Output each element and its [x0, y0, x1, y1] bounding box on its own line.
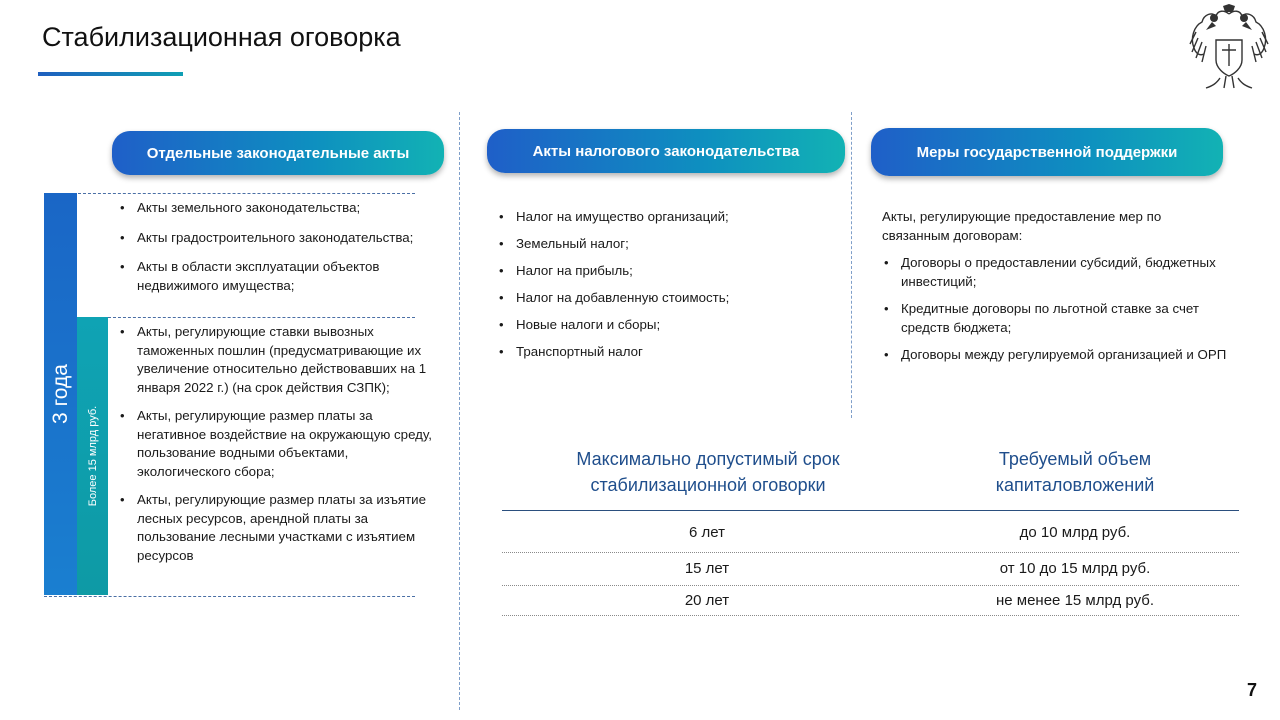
table-row-separator: [502, 585, 1239, 586]
table-row-separator: [502, 615, 1239, 616]
table-cell-investment: от 10 до 15 млрд руб.: [999, 560, 1151, 577]
legislative-acts-list: [118, 199, 428, 306]
list-item: • Налог на имущество организаций;: [497, 208, 837, 227]
support-intro: Акты, регулирующие предоставление мер по связанным договорам:: [882, 209, 1162, 243]
legislative-acts-15bn-list: [118, 323, 438, 575]
list-item: • Налог на добавленную стоимость;: [497, 289, 837, 308]
list-item: • Акты, регулирующие размер платы за негативное воздействие на окружающую среду, пользование водными объектами, экологического сбора;: [118, 407, 438, 481]
list-item: • Договоры о предоставлении субсидий, бюджетных инвестиций;: [882, 254, 1238, 291]
state-support-list: [882, 254, 1238, 374]
table-header-rule: [502, 510, 1239, 511]
column-divider: [459, 112, 460, 710]
column-divider: [851, 112, 852, 418]
list-item: • Акты в области эксплуатации объектов недвижимого имущества;: [118, 258, 428, 295]
table-cell-term: 20 лет: [684, 592, 730, 609]
section-separator: [44, 596, 415, 597]
over-15bn-bar: [77, 317, 108, 595]
list-item: • Новые налоги и сборы;: [497, 316, 837, 335]
legislative-acts-header: Отдельные законодательные акты: [112, 131, 444, 175]
over-15bn-label: Более 15 млрд руб.: [86, 405, 99, 507]
table-row-separator: [502, 552, 1239, 553]
three-years-bar: [44, 193, 77, 595]
three-years-label: 3 года: [48, 364, 72, 424]
list-item: • Договоры между регулируемой организацией и ОРП: [882, 346, 1238, 365]
title-underline: [38, 72, 183, 76]
section-separator: [78, 193, 415, 194]
list-item: • Акты, регулирующие ставки вывозных таможенных пошлин (предусматривающие их увеличение относительно действовавших на 1 января 2022 г.) (на срок действия СЗПК);: [118, 323, 438, 397]
tax-acts-header: Акты налогового законодательства: [487, 129, 845, 173]
list-item: • Акты градостроительного законодательства;: [118, 229, 428, 248]
list-item: • Земельный налог;: [497, 235, 837, 254]
list-item: • Акты земельного законодательства;: [118, 199, 428, 218]
table-cell-investment: до 10 млрд руб.: [1019, 524, 1131, 541]
coat-of-arms-icon: [1186, 4, 1272, 92]
table-cell-term: 15 лет: [684, 560, 730, 577]
list-item: • Акты, регулирующие размер платы за изъятие лесных ресурсов, арендной платы за пользование лесными участками с изъятием ресурсов: [118, 491, 438, 565]
page-title: Стабилизационная оговорка: [42, 22, 401, 52]
table-cell-investment: не менее 15 млрд руб.: [995, 592, 1155, 609]
section-separator: [108, 317, 415, 318]
tax-acts-list: [497, 208, 837, 370]
list-item: • Налог на прибыль;: [497, 262, 837, 281]
table-header-term: Максимально допустимый срок стабилизационной оговорки: [576, 449, 840, 495]
list-item: • Кредитные договоры по льготной ставке за счет средств бюджета;: [882, 300, 1238, 337]
table-header-investment: Требуемый объем капиталовложений: [995, 449, 1155, 495]
table-cell-term: 6 лет: [689, 524, 725, 541]
state-support-header: Меры государственной поддержки: [871, 128, 1223, 176]
list-item: • Транспортный налог: [497, 343, 837, 362]
page-number: 7: [1247, 680, 1258, 700]
